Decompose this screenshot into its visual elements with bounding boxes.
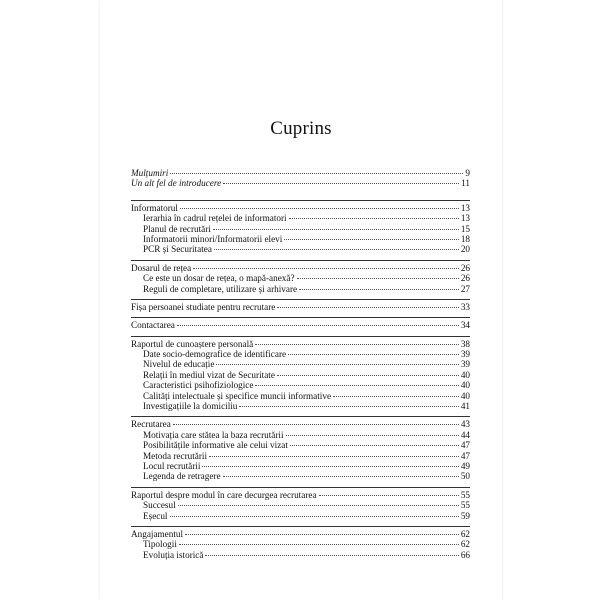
dot-leader — [286, 435, 459, 436]
toc-entry-label: PCR și Securitatea — [143, 244, 212, 255]
toc-entry[interactable] — [131, 529, 470, 539]
dot-leader — [216, 364, 458, 365]
toc-entry-label: Contactarea — [131, 320, 175, 331]
toc-page-number: 50 — [460, 471, 470, 482]
toc-page-number: 20 — [460, 244, 470, 255]
dot-leader — [223, 183, 459, 184]
toc-page-number: 47 — [460, 440, 470, 451]
dot-leader — [289, 218, 459, 219]
toc-entry-label: Fișa persoanei studiate pentru recrutare — [131, 301, 276, 312]
dot-leader — [177, 325, 459, 326]
toc-entry-label: Investigațiile la domiciliu — [143, 401, 238, 412]
toc-entry-label: Metoda recrutării — [143, 450, 208, 461]
section-divider — [131, 317, 470, 318]
toc-entry-label: Caracteristici psihofiziologice — [143, 380, 254, 391]
toc-entry-label: Ierarhia în cadrul rețelei de informatori — [143, 213, 287, 224]
toc-subentry[interactable] — [131, 244, 470, 254]
dot-leader — [185, 534, 459, 535]
toc-entry-label: Ce este un dosar de rețea, o mapă-anexă? — [143, 273, 295, 284]
toc-subentry[interactable] — [131, 380, 470, 390]
section-divider — [131, 200, 470, 201]
toc-page-number: 55 — [460, 500, 470, 511]
dot-leader — [288, 354, 459, 355]
dot-leader — [284, 239, 459, 240]
toc-page-number: 62 — [460, 539, 470, 550]
toc-entry-label: Raportul de cunoaștere personală — [131, 338, 254, 349]
page-title: Cuprins — [270, 118, 332, 139]
dot-leader — [277, 307, 458, 308]
toc-page-number: 55 — [460, 489, 470, 500]
section-divider — [131, 416, 470, 417]
toc-subentry[interactable] — [131, 511, 470, 521]
toc-entry-label: Calități intelectuale și specifice muncii informative — [143, 390, 332, 401]
toc-entry-label: Dosarul de rețea — [131, 262, 192, 273]
toc-page-number: 11 — [461, 178, 470, 189]
toc-page-number: 62 — [460, 528, 470, 539]
toc-entry-label: Motivația care stătea la baza recrutării — [143, 429, 284, 440]
toc-subentry[interactable] — [131, 461, 470, 471]
toc-page-number: 43 — [460, 419, 470, 430]
toc-entry-label: Reguli de completare, utilizare și arhivare — [143, 283, 298, 294]
toc-entry-label: Evoluția istorică — [143, 549, 204, 560]
toc-subentry[interactable] — [131, 440, 470, 450]
toc-page-number: 40 — [460, 380, 470, 391]
toc-page-number: 34 — [460, 320, 470, 331]
toc-subentry[interactable] — [131, 224, 470, 234]
toc-subentry[interactable] — [131, 401, 470, 411]
section-divider — [131, 260, 470, 261]
dot-leader — [277, 375, 459, 376]
toc-subentry[interactable] — [131, 451, 470, 461]
toc-entry-label: Succesul — [143, 500, 176, 511]
toc-subentry[interactable] — [131, 349, 470, 359]
dot-leader — [180, 208, 459, 209]
dot-leader — [297, 278, 459, 279]
dot-leader — [223, 476, 459, 477]
toc-page-number: 13 — [460, 213, 470, 224]
toc-entry-label: Posibilitățile informative ale celui vizat — [143, 440, 288, 451]
toc-page-number: 26 — [460, 273, 470, 284]
section-divider — [131, 487, 470, 488]
toc-entry-label: Relații în mediul vizat de Securitate — [143, 369, 275, 380]
book-page — [100, 0, 502, 600]
dot-leader — [178, 505, 459, 506]
toc-page-number: 26 — [460, 262, 470, 273]
toc-page-number: 9 — [465, 168, 470, 178]
dot-leader — [170, 173, 463, 174]
toc-subentry[interactable] — [131, 539, 470, 549]
dot-leader — [255, 385, 458, 386]
toc-page-number: 38 — [460, 338, 470, 349]
dot-leader — [205, 555, 458, 556]
section-gap — [131, 189, 470, 195]
dot-leader — [193, 268, 459, 269]
toc-entry-label: Angajamentul — [131, 528, 184, 539]
toc-entry-label: Informatorii minori/Informatorii elevi — [143, 233, 283, 244]
toc-page-number: 40 — [460, 369, 470, 380]
toc-entry-label: Mulțumiri — [131, 168, 169, 178]
dot-leader — [173, 424, 459, 425]
toc-page-number: 13 — [460, 202, 470, 213]
toc-entry-label: Tipologii — [143, 539, 177, 550]
toc-subentry[interactable] — [131, 391, 470, 401]
toc-entry-label: Nivelul de educație — [143, 359, 215, 370]
toc-page-number: 41 — [460, 401, 470, 412]
toc-entry-label: Recrutarea — [131, 419, 171, 430]
section-divider — [131, 336, 470, 337]
section-divider — [131, 299, 470, 300]
dot-leader — [299, 289, 459, 290]
toc-entry[interactable] — [131, 302, 470, 312]
toc-entry[interactable] — [131, 320, 470, 330]
toc-entry[interactable] — [131, 263, 470, 273]
toc-entry-label: Locul recrutării — [143, 460, 201, 471]
toc-entry-label: Planul de recrutări — [143, 223, 211, 234]
toc-subentry[interactable] — [131, 359, 470, 369]
table-of-contents — [131, 168, 470, 560]
section-divider — [131, 526, 470, 527]
toc-entry-label: Un alt fel de introducere — [131, 178, 222, 189]
toc-entry-label: Eșecul — [143, 510, 168, 521]
toc-subentry[interactable] — [131, 213, 470, 223]
toc-entry-label: Legenda de retragere — [143, 471, 221, 482]
toc-subentry[interactable] — [131, 370, 470, 380]
toc-entry-label: Date socio-demografice de identificare — [143, 349, 287, 360]
toc-page-number: 27 — [460, 283, 470, 294]
toc-entry[interactable] — [131, 339, 470, 349]
toc-entry[interactable] — [131, 203, 470, 213]
toc-subentry[interactable] — [131, 284, 470, 294]
toc-subentry[interactable] — [131, 234, 470, 244]
toc-subentry[interactable] — [131, 430, 470, 440]
toc-page-number: 39 — [460, 349, 470, 360]
toc-entry[interactable] — [131, 178, 470, 188]
toc-page-number: 15 — [460, 223, 470, 234]
toc-page-number: 40 — [460, 390, 470, 401]
toc-entry[interactable] — [131, 490, 470, 500]
toc-entry-label: Informatorul — [131, 202, 178, 213]
toc-subentry[interactable] — [131, 273, 470, 283]
toc-entry[interactable] — [131, 168, 470, 178]
dot-leader — [209, 456, 459, 457]
toc-page-number: 59 — [460, 510, 470, 521]
toc-page-number: 47 — [460, 450, 470, 461]
toc-entry-label: Raportul despre modul în care decurgea recrutarea — [131, 489, 317, 500]
toc-page-number: 39 — [460, 359, 470, 370]
dot-leader — [290, 445, 459, 446]
dot-leader — [179, 544, 459, 545]
toc-page-number: 18 — [460, 233, 470, 244]
toc-page-number: 44 — [460, 429, 470, 440]
dot-leader — [239, 406, 458, 407]
toc-subentry[interactable] — [131, 471, 470, 481]
dot-leader — [333, 396, 459, 397]
toc-entry[interactable] — [131, 419, 470, 429]
dot-leader — [319, 495, 459, 496]
toc-subentry[interactable] — [131, 500, 470, 510]
toc-page-number: 49 — [460, 460, 470, 471]
toc-page-number: 66 — [460, 549, 470, 560]
dot-leader — [255, 344, 459, 345]
dot-leader — [213, 229, 459, 230]
toc-page-number: 33 — [460, 301, 470, 312]
dot-leader — [170, 516, 459, 517]
dot-leader — [202, 466, 458, 467]
dot-leader — [214, 249, 459, 250]
toc-subentry[interactable] — [131, 550, 470, 560]
